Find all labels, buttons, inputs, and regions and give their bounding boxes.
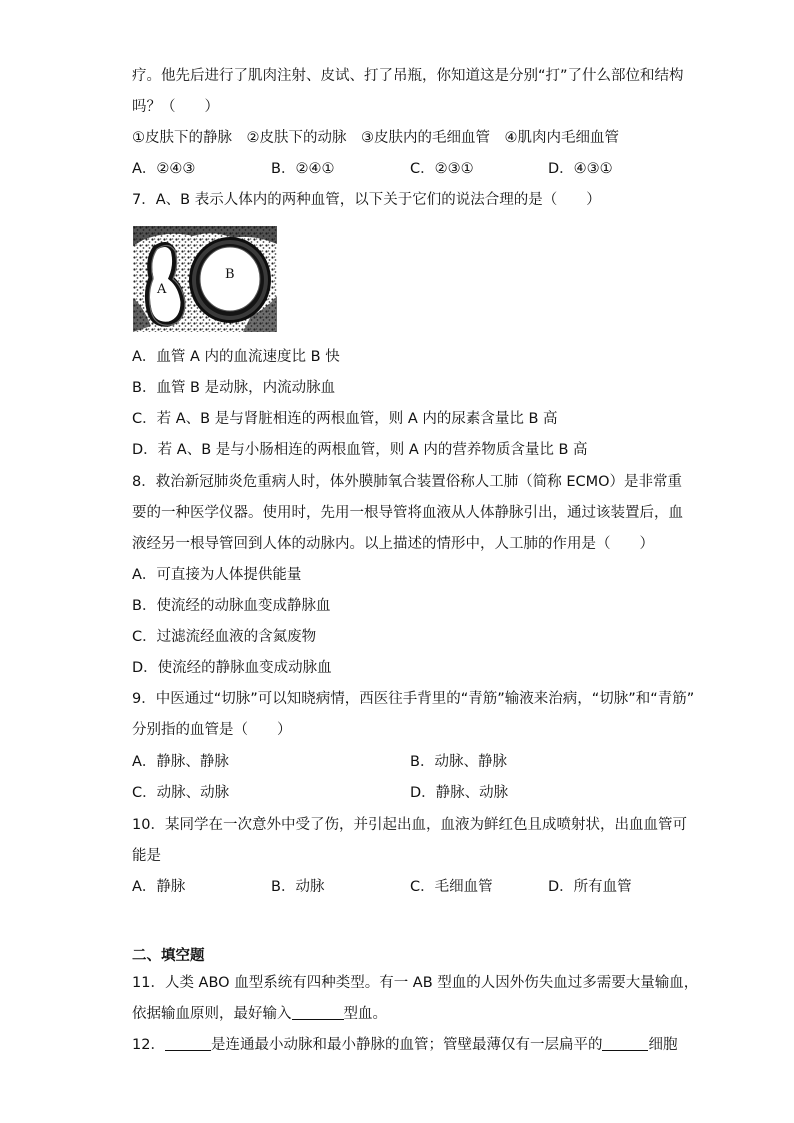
q7-option-d[interactable]: D．若 A、B 是与小肠相连的两根血管，则 A 内的营养物质含量比 B 高 [132, 442, 588, 458]
q6-items: ①皮肤下的静脉 ②皮肤下的动脉 ③皮肤内的毛细血管 ④肌肉内毛细血管 [132, 130, 619, 146]
q8-line3: 液经另一根导管回到人体的动脉内。以上描述的情形中，人工肺的作用是（ ） [132, 536, 654, 552]
q6-option-c[interactable]: C．②③① [410, 161, 474, 177]
q10-option-d[interactable]: D．所有血管 [548, 879, 632, 895]
q8-option-d[interactable]: D．使流经的静脉血变成动脉血 [132, 660, 332, 676]
q8-option-a[interactable]: A．可直接为人体提供能量 [132, 567, 302, 583]
q9-option-b[interactable]: B．动脉、静脉 [410, 754, 507, 770]
q9-line1: 9．中医通过“切脉”可以知晓病情，西医往手背里的“青筋”输液来治病，“切脉”和“青筋” [132, 691, 695, 707]
q12-middle-text: 是连通最小动脉和最小静脉的血管；管壁最薄仅有一层扁平的 [210, 1037, 603, 1053]
q10-options [132, 877, 662, 897]
q8-option-b[interactable]: B．使流经的动脉血变成静脉血 [132, 598, 331, 614]
q10-line1: 10．某同学在一次意外中受了伤，并引起出血，血液为鲜红色且成喷射状，出血血管可 [132, 817, 687, 833]
q12-number: 12． [132, 1037, 165, 1053]
q12-suffix: 细胞 [648, 1037, 678, 1053]
q7-stem: 7．A、B 表示人体内的两种血管，以下关于它们的说法合理的是（ ） [132, 192, 601, 208]
q6-line1: 疗。他先后进行了肌肉注射、皮试、打了吊瓶，你知道这是分别“打”了什么部位和结构 [132, 68, 684, 84]
q11-line2 [132, 1004, 387, 1024]
q10-line2: 能是 [132, 848, 161, 864]
q6-options [132, 159, 662, 179]
vessel-b-label: B [225, 267, 235, 282]
q9-option-d[interactable]: D．静脉、动脉 [410, 785, 509, 801]
q11-line2-suffix: 型血。 [343, 1006, 387, 1022]
q12-answer-blank-1[interactable] [165, 1036, 211, 1051]
q6-option-d[interactable]: D．④③① [548, 161, 613, 177]
q7-option-a[interactable]: A．血管 A 内的血流速度比 B 快 [132, 349, 340, 365]
q6-option-a[interactable]: A．②④③ [132, 161, 196, 177]
q6-line2: 吗？（ ） [132, 99, 219, 115]
vessel-micrograph [133, 226, 277, 332]
q7-option-c[interactable]: C．若 A、B 是与肾脏相连的两根血管，则 A 内的尿素含量比 B 高 [132, 411, 558, 427]
q10-option-b[interactable]: B．动脉 [271, 879, 325, 895]
q10-option-a[interactable]: A．静脉 [132, 879, 186, 895]
q9-line2: 分别指的血管是（ ） [132, 722, 292, 738]
blood-vessel-cross-section-figure [133, 226, 277, 332]
q9-option-c[interactable]: C．动脉、动脉 [132, 785, 230, 801]
q11-line2-prefix: 依据输血原则，最好输入 [132, 1006, 292, 1022]
q8-option-c[interactable]: C．过滤流经血液的含氮废物 [132, 629, 317, 645]
q7-option-b[interactable]: B．血管 B 是动脉，内流动脉血 [132, 380, 336, 396]
q8-line2: 要的一种医学仪器。使用时，先用一根导管将血液从人体静脉引出，通过该装置后，血 [132, 505, 683, 521]
q12-answer-blank-2[interactable] [602, 1036, 648, 1051]
q9-options-row1 [132, 752, 632, 772]
q12-line [132, 1035, 677, 1055]
q9-option-a[interactable]: A．静脉、静脉 [132, 754, 229, 770]
q9-options-row2 [132, 783, 632, 803]
q8-line1: 8．救治新冠肺炎危重病人时，体外膜肺氧合装置俗称人工肺（简称 ECMO）是非常重 [132, 474, 683, 490]
section-heading-fill-in: 二、填空题 [132, 948, 205, 964]
q11-answer-blank[interactable] [292, 1005, 344, 1020]
q6-option-b[interactable]: B．②④① [271, 161, 335, 177]
q11-line1: 11．人类 ABO 血型系统有四种类型。有一 AB 型血的人因外伤失血过多需要大量输血， [132, 975, 699, 991]
q10-option-c[interactable]: C．毛细血管 [410, 879, 493, 895]
vessel-a-label: A [157, 282, 167, 297]
